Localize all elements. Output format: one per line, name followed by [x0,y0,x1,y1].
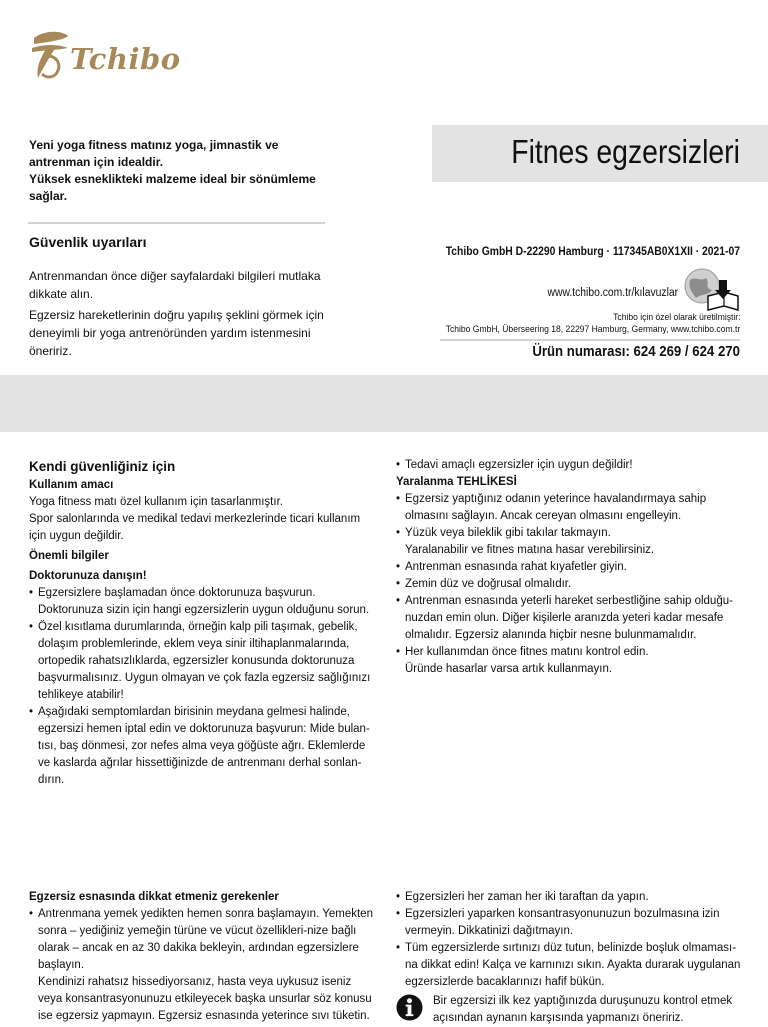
intro-text [29,137,329,205]
list-item: • Egzersizleri her zaman her iki taraftan da yapın. [396,889,746,906]
list-item: • Antrenmana yemek yedikten hemen sonra başlamayın. Yemekten sonra – yediğiniz yemeğin türüne ve vücut özellikleri-nize bağlı olarak – ancak en az 30 dakika bekleyin, ardından egzersizlere başlayın. [29,906,374,974]
list-item: • Antrenman esnasında rahat kıyafetler giyin. [396,559,741,576]
safety-paragraph-1: Antrenmandan önce diğer sayfalardaki bilgileri mutlaka dikkate alın. [29,269,321,301]
intended-use-text-2: Spor salonlarında ve medikal tedavi merkezlerinde ticari kullanım için uygun değildir. [29,513,361,542]
list-item: • Egzersizleri yaparken konsantrasyonunuzun bozulmasına izin vermeyin. Dikkatinizi dağıtmayın. [396,906,746,940]
exercise-notes-heading: Egzersiz esnasında dikkat etmeniz gerekenler [29,891,279,903]
list-item-text: Her kullanımdan önce fitnes matını kontrol edin. [405,646,649,658]
list-item-text: Yaralanabilir ve fitnes matına hasar verebilirsiniz. [405,544,655,556]
list-item: • Özel kısıtlama durumlarında, örneğin kalp pili taşımak, gebelik, dolaşım problemlerinde, eklem veya sinir iltihaplanmalarında, ortopedik rahatsızlıklarda, egzersizler konusunda doktorunuza başvurmalısınız. Uygun olmayan ve çok fazla egzersiz sağlığınızı tehlikeye atabilir! [29,619,374,704]
injury-danger-heading: Yaralanma TEHLİKESİ [396,476,517,488]
list-item [396,525,741,559]
grey-band [0,375,768,432]
info-note-text: Bir egzersizi ilk kez yaptığınızda duruşunuzu kontrol etmek açısından aynanın karşısında yapmanızı öneririz. [433,995,733,1024]
brand-name: Tchibo [70,42,181,76]
page-title: Fitnes egzersizleri [511,133,740,170]
made-for-text: Tchibo için özel olarak üretilmiştir: [612,312,740,323]
list-item: • Egzersizlere başlamadan önce doktorunuza başvurun. Doktorunuza sizin için hangi egzersizlerin uygun olduğunu sorun. [29,585,374,619]
important-info-heading: Önemli bilgiler [29,550,109,562]
column-exercise-notes [29,889,374,1025]
list-item: • Tüm egzersizlerde sırtınızı düz tutun, belinizde boşluk olmaması-na dikkat edin! Kalça ve karnınızı sıkın. Ayakta durarak uygulanan egzersizlerde bacaklarınızı hafif bükün. [396,940,746,991]
divider-left [28,222,325,224]
list-item: • Egzersiz yaptığınız odanın yeterince havalandırmaya sahip olmasını sağlayın. Ancak cereyan olmasını engelleyin. [396,491,741,525]
company-line: Tchibo GmbH D-22290 Hamburg · 117345AB0X1XII · 2021-07 [445,246,740,258]
tchibo-logo [28,28,203,82]
column-exercise-tips [396,889,746,1027]
injury-list [396,491,741,678]
doctor-list [29,585,374,789]
tchibo-bean-icon [28,28,72,82]
list-item [396,644,741,678]
intended-use-text-1: Yoga fitness matı özel kullanım için tasarlanmıştır. [29,496,283,508]
intro-line-2: Yüksek esneklikteki malzeme ideal bir sönümleme sağlar. [29,172,316,203]
info-icon [396,994,423,1021]
safety-paragraph-2: Egzersiz hareketlerinin doğru yapılış şeklini görmek için deneyimli bir yoga antrenöründen yardım istenmesini öneririz. [29,308,324,358]
exercise-notes-list [29,906,374,974]
product-number: Ürün numarası: 624 269 / 624 270 [532,343,740,360]
exercise-notes-continued: Kendinizi rahatsız hissediyorsanız, hasta veya uykusuz iseniz veya konsantrasyonunuzu etkileyecek başka unsurlar söz konusu ise egzersiz yapmayın. Egzersiz esnasında yeterince sıvı tüketin. [38,976,372,1022]
list-item-text: Üründe hasarlar varsa artık kullanmayın. [405,663,613,675]
therapy-list [396,457,741,474]
list-item: • Tedavi amaçlı egzersizler için uygun değildir! [396,457,741,474]
title-box [432,125,768,182]
list-item-text: Yüzük veya bileklik gibi takılar takmayın. [405,527,611,539]
intro-line-1: Yeni yoga fitness matınız yoga, jimnastik ve antrenman için idealdir. [29,138,279,169]
globe-book-download-icon [682,266,740,312]
divider-right [440,339,740,341]
list-item: • Antrenman esnasında yeterli hareket serbestliğine sahip olduğu-nuzdan emin olun. Diğer kişilerle aranızda yeteri kadar mesafe olmalıdır. Egzersiz alanında hiçbir nesne bulunmamalıdır. [396,593,741,644]
list-item: • Zemin düz ve doğrusal olmalıdır. [396,576,741,593]
own-safety-heading: Kendi güvenliğiniz için [29,459,176,474]
safety-heading: Güvenlik uyarıları [29,234,147,250]
info-note [396,993,746,1027]
list-item: • Aşağıdaki semptomlardan birisinin meydana gelmesi halinde, egzersizi hemen iptal edin ve doktorunuza başvurun: Mide bulan-tısı, baş dönmesi, zor nefes alma veya göğüste ağrı. Eklemlerde ve kaslarda ağrılar hissettiğinizde de antrenmanı derhal sonlan-dırın. [29,704,374,789]
intended-use-heading: Kullanım amacı [29,479,114,491]
company-address: Tchibo GmbH, Überseering 18, 22297 Hamburg, Germany, www.tchibo.com.tr [445,324,740,335]
consult-doctor-heading: Doktorunuza danışın! [29,570,147,582]
exercise-tips-list [396,889,746,991]
safety-text [29,267,329,363]
column-injury-danger [396,457,741,678]
website-link[interactable]: www.tchibo.com.tr/kılavuzlar [547,287,678,299]
column-own-safety [29,458,374,789]
